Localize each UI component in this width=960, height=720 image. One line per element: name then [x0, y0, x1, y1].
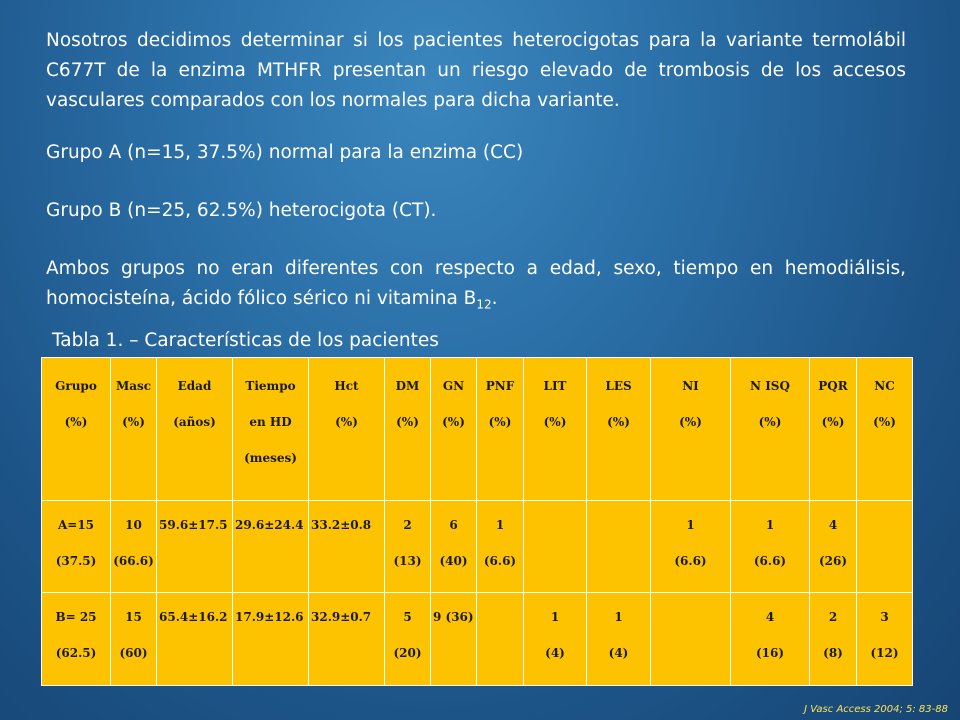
patients-table	[41, 357, 913, 686]
cell-line: (62.5)	[55, 646, 97, 660]
header-line: (%)	[396, 415, 419, 429]
cell-line: 5	[403, 610, 412, 624]
header-line: (años)	[173, 415, 216, 429]
table-caption: Tabla 1. – Características de los pacientes	[52, 330, 439, 351]
cell-line: 32.9±0.7	[311, 610, 372, 624]
column-header-dm	[385, 358, 431, 501]
cell-line: (60)	[119, 646, 148, 660]
table-cell	[731, 501, 810, 593]
header-line: Tiempo	[245, 379, 296, 393]
table-cell	[233, 593, 309, 686]
table-cell	[431, 593, 477, 686]
cell-line: (40)	[439, 554, 468, 568]
cell-line: (13)	[393, 554, 422, 568]
header-line: (meses)	[244, 451, 297, 465]
header-line: Masc	[115, 379, 152, 393]
column-header-les	[587, 358, 651, 501]
column-header-hct	[309, 358, 385, 501]
cell-line: 59.6±17.5	[159, 518, 228, 532]
cell-line: (12)	[870, 646, 899, 660]
header-line: DM	[395, 379, 420, 393]
cell-line: 29.6±24.4	[235, 518, 304, 532]
cell-line: 2	[828, 610, 838, 624]
citation-reference: J Vasc Access 2004; 5: 83-88	[804, 704, 948, 715]
header-line: Hct	[334, 379, 359, 393]
table-cell	[731, 593, 810, 686]
table-cell	[385, 501, 431, 593]
table-cell	[111, 501, 157, 593]
cell-line: (6.6)	[753, 554, 787, 568]
header-line: (%)	[679, 415, 702, 429]
cell-line: 17.9±12.6	[235, 610, 304, 624]
table-cell	[309, 593, 385, 686]
cell-line: (26)	[818, 554, 848, 568]
table-cell	[524, 593, 587, 686]
header-line: (%)	[442, 415, 465, 429]
cell-line: 1	[614, 610, 623, 624]
cell-line: 4	[765, 610, 775, 624]
cell-line: 1	[550, 610, 560, 624]
table-cell	[431, 501, 477, 593]
cell-line: 10	[125, 518, 142, 532]
column-header-grupo	[42, 358, 111, 501]
cell-line: (6.6)	[674, 554, 707, 568]
table-cell	[157, 501, 233, 593]
column-header-gn	[431, 358, 477, 501]
cell-line: 15	[125, 610, 142, 624]
column-header-pnf	[477, 358, 524, 501]
table-cell	[111, 593, 157, 686]
cell-line: 3	[880, 610, 889, 624]
cell-line: 65.4±16.2	[159, 610, 228, 624]
cell-line: (16)	[755, 646, 785, 660]
table-cell	[157, 593, 233, 686]
table-cell	[477, 501, 524, 593]
table-cell	[385, 593, 431, 686]
header-line: (%)	[607, 415, 630, 429]
header-line: PQR	[818, 379, 848, 393]
table-cell	[233, 501, 309, 593]
header-line: (%)	[335, 415, 358, 429]
table-cell	[587, 501, 651, 593]
column-header-masc	[111, 358, 157, 501]
column-header-edad	[157, 358, 233, 501]
header-line: PNF	[485, 379, 515, 393]
table-cell	[810, 501, 857, 593]
intro-paragraph: Nosotros decidimos determinar si los pacientes heterocigotas para la variante termolábil C677T de la enzima MTHFR presentan un riesgo elevado de trombosis de los accesos vasculares comparados con los normales para dicha variante.	[46, 30, 906, 111]
cell-line: (37.5)	[55, 554, 97, 568]
table-cell	[309, 501, 385, 593]
cell-line: (66.6)	[113, 554, 154, 568]
header-line: NI	[682, 379, 699, 393]
header-line: LES	[605, 379, 632, 393]
header-line: N ISQ	[750, 379, 790, 393]
cell-line: (4)	[545, 646, 565, 660]
sentence-end: .	[491, 288, 498, 309]
table-cell	[810, 593, 857, 686]
cell-line: 9 (36)	[433, 610, 474, 624]
both-groups-body: Ambos grupos no eran diferentes con respecto a edad, sexo, tiempo en hemodiálisis, homocisteína, ácido fólico sérico ni vitamina B	[46, 258, 906, 309]
cell-line: 33.2±0.8	[311, 518, 372, 532]
header-line: NC	[874, 379, 895, 393]
header-line: Edad	[177, 379, 212, 393]
table-cell	[524, 501, 587, 593]
cell-line: 6	[449, 518, 458, 532]
cell-line: 1	[495, 518, 505, 532]
column-header-tiempo	[233, 358, 309, 501]
table-cell	[651, 501, 731, 593]
header-line: (%)	[122, 415, 145, 429]
column-header-nc	[857, 358, 913, 501]
header-line: (%)	[873, 415, 896, 429]
cell-line: (20)	[393, 646, 422, 660]
vitamin-subscript: 12	[476, 297, 492, 312]
header-line: (%)	[488, 415, 512, 429]
cell-line: (6.6)	[483, 554, 517, 568]
column-header-n-isq	[731, 358, 810, 501]
cell-line: 4	[828, 518, 838, 532]
cell-line: 1	[765, 518, 775, 532]
cell-line: (8)	[823, 646, 843, 660]
header-line: (%)	[64, 415, 88, 429]
table-cell	[587, 593, 651, 686]
table-cell	[857, 593, 913, 686]
table-header-row	[42, 358, 913, 501]
table-cell	[42, 593, 111, 686]
table-cell	[857, 501, 913, 593]
header-line: (%)	[821, 415, 845, 429]
cell-line: (4)	[608, 646, 629, 660]
header-line: Grupo	[55, 379, 97, 393]
header-line: (%)	[543, 415, 567, 429]
cell-line: A=15	[57, 518, 95, 532]
both-groups-text	[46, 254, 906, 314]
column-header-ni	[651, 358, 731, 501]
group-b-text: Grupo B (n=25, 62.5%) heterocigota (CT).	[46, 200, 437, 221]
table-cell	[651, 593, 731, 686]
header-line: en HD	[249, 415, 292, 429]
header-line: (%)	[758, 415, 782, 429]
column-header-lit	[524, 358, 587, 501]
column-header-pqr	[810, 358, 857, 501]
table-row	[42, 593, 913, 686]
cell-line: 2	[403, 518, 412, 532]
cell-line: B= 25	[55, 610, 97, 624]
header-line: LIT	[543, 379, 567, 393]
table-row	[42, 501, 913, 593]
group-a-text: Grupo A (n=15, 37.5%) normal para la enzima (CC)	[46, 142, 524, 163]
cell-line: 1	[686, 518, 695, 532]
table-cell	[477, 593, 524, 686]
header-line: GN	[442, 379, 465, 393]
table-cell	[42, 501, 111, 593]
